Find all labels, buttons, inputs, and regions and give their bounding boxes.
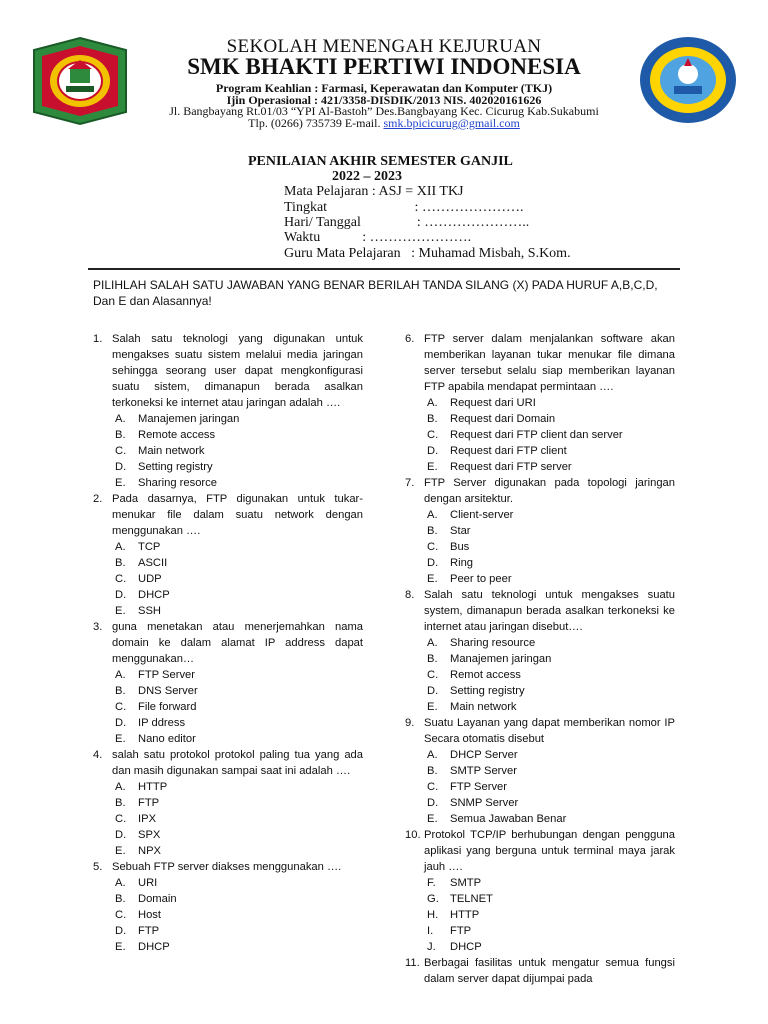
option-text: DHCP (138, 941, 170, 953)
question-item (405, 827, 675, 875)
option-letter: H. (427, 909, 439, 921)
answer-options (405, 875, 675, 955)
option-text: URI (138, 877, 158, 889)
option-text: Manajemen jaringan (450, 653, 552, 665)
option-letter: A. (115, 413, 126, 425)
option-letter: F. (427, 877, 436, 889)
answer-option (93, 411, 363, 427)
option-text: SSH (138, 605, 162, 617)
option-text: Manajemen jaringan (138, 413, 240, 425)
answer-option (405, 555, 675, 571)
question-number: 4. (93, 749, 103, 761)
school-logo (636, 34, 740, 126)
question-text: Sebuah FTP server diakses menggunakan …. (112, 861, 342, 873)
option-text: HTTP (138, 781, 168, 793)
option-text: Domain (138, 893, 177, 905)
answer-option (405, 747, 675, 763)
school-address: Jl. Bangbayang Rt.01/03 “YPI Al-Bastoh” Des.Bangbayang Kec. Cicurug Kab.Sukabumi (169, 104, 599, 118)
answer-options (93, 875, 363, 955)
question-text: Suatu Layanan yang dapat memberikan nomor IP Secara otomatis disebut (424, 717, 675, 745)
answer-option (405, 635, 675, 651)
option-letter: D. (115, 461, 127, 473)
answer-option (93, 715, 363, 731)
answer-option (93, 667, 363, 683)
time-field: Waktu : …………………. (284, 230, 472, 245)
answer-option (93, 907, 363, 923)
question-text: FTP server dalam menjalankan software akan memberikan layanan tukar menukar file dimana server tersebut selalu siap memberikan layanan FTP apabila mendapat permintaan …. (424, 333, 675, 393)
option-letter: B. (427, 525, 438, 537)
option-text: IPX (138, 813, 157, 825)
questions-left-column (93, 331, 363, 955)
questions-right-column (405, 331, 675, 987)
question-item (93, 619, 363, 667)
school-name-heading: SMK BHAKTI PERTIWI INDONESIA (187, 54, 581, 79)
option-text: FTP (450, 925, 472, 937)
option-text: Sharing resorce (138, 477, 217, 489)
answer-option (405, 395, 675, 411)
answer-option (93, 475, 363, 491)
option-text: Nano editor (138, 733, 196, 745)
answer-option (405, 923, 675, 939)
option-text: Setting registry (138, 461, 213, 473)
subject-field: Mata Pelajaran : ASJ = XII TKJ (284, 184, 464, 199)
option-letter: I. (427, 925, 434, 937)
option-letter: D. (115, 589, 127, 601)
option-text: Remote access (138, 429, 216, 441)
exam-title: PENILAIAN AKHIR SEMESTER GANJIL (248, 154, 513, 169)
option-text: FTP (138, 925, 160, 937)
option-letter: D. (427, 685, 439, 697)
answer-option (93, 779, 363, 795)
answer-option (93, 827, 363, 843)
option-text: ASCII (138, 557, 168, 569)
answer-option (93, 555, 363, 571)
grade-field: Tingkat : …………………. (284, 200, 524, 215)
option-text: Request dari FTP client (450, 445, 567, 457)
option-letter: A. (427, 509, 438, 521)
answer-option (93, 459, 363, 475)
option-text: FTP (138, 797, 160, 809)
option-letter: J. (427, 941, 436, 953)
option-letter: E. (115, 733, 126, 745)
answer-options (93, 539, 363, 619)
question-item (405, 955, 675, 987)
option-letter: C. (427, 669, 439, 681)
answer-option (93, 683, 363, 699)
answer-option (405, 507, 675, 523)
answer-option (405, 811, 675, 827)
header-divider (88, 268, 680, 270)
option-text: Request dari FTP server (450, 461, 572, 473)
answer-options (93, 779, 363, 859)
option-letter: A. (115, 669, 126, 681)
answer-option (405, 763, 675, 779)
question-number: 5. (93, 861, 103, 873)
option-text: Request dari FTP client dan server (450, 429, 623, 441)
option-letter: A. (427, 397, 438, 409)
answer-options (405, 507, 675, 587)
question-item (93, 859, 363, 875)
option-letter: E. (115, 605, 126, 617)
option-text: DNS Server (138, 685, 198, 697)
option-letter: A. (427, 749, 438, 761)
option-text: DHCP (138, 589, 170, 601)
option-text: SMTP (450, 877, 482, 889)
email-link[interactable]: smk.bpicicurug@gmail.com (383, 116, 520, 130)
option-letter: A. (427, 637, 438, 649)
option-text: Host (138, 909, 162, 921)
option-text: Remot access (450, 669, 521, 681)
answer-options (405, 395, 675, 475)
option-letter: E. (115, 477, 126, 489)
option-text: Main network (450, 701, 517, 713)
question-number: 8. (405, 589, 415, 601)
option-text: Setting registry (450, 685, 525, 697)
answer-option (405, 795, 675, 811)
answer-option (93, 891, 363, 907)
option-text: Main network (138, 445, 205, 457)
answer-option (405, 651, 675, 667)
answer-options (405, 747, 675, 827)
phone-text: Tlp. (0266) 735739 E-mail. (248, 116, 384, 130)
answer-option (405, 443, 675, 459)
option-text: Sharing resource (450, 637, 536, 649)
option-letter: C. (115, 701, 127, 713)
option-letter: D. (115, 717, 127, 729)
option-text: Star (450, 525, 471, 537)
option-letter: C. (427, 541, 439, 553)
instruction-text: PILIHLAH SALAH SATU JAWABAN YANG BENAR BERILAH TANDA SILANG (X) PADA HURUF A,B,C,D, Dan E dan Alasannya! (93, 278, 658, 308)
option-letter: B. (427, 765, 438, 777)
option-text: FTP Server (138, 669, 195, 681)
option-text: Peer to peer (450, 573, 512, 585)
option-letter: C. (115, 573, 127, 585)
answer-option (93, 539, 363, 555)
question-text: guna menetakan atau menerjemahkan nama domain ke dalam alamat IP address dapat menggunakan… (112, 621, 363, 665)
question-item (405, 475, 675, 507)
answer-option (405, 699, 675, 715)
option-letter: C. (115, 445, 127, 457)
answer-option (93, 731, 363, 747)
answer-option (93, 939, 363, 955)
option-letter: B. (115, 797, 126, 809)
study-programs: Program Keahlian : Farmasi, Keperawatan dan Komputer (TKJ) (215, 81, 553, 95)
option-text: SNMP Server (450, 797, 519, 809)
question-item (405, 715, 675, 747)
question-text: salah satu protokol protokol paling tua yang ada dan masih digunakan sampai saat ini adalah …. (112, 749, 363, 777)
question-number: 2. (93, 493, 103, 505)
answer-option (93, 571, 363, 587)
answer-option (93, 843, 363, 859)
option-letter: B. (115, 557, 126, 569)
option-text: UDP (138, 573, 162, 585)
answer-options (405, 635, 675, 715)
answer-option (405, 907, 675, 923)
option-letter: B. (427, 413, 438, 425)
question-number: 9. (405, 717, 415, 729)
option-letter: B. (427, 653, 438, 665)
option-text: TELNET (450, 893, 493, 905)
option-letter: G. (427, 893, 439, 905)
option-letter: D. (115, 829, 127, 841)
option-text: SPX (138, 829, 161, 841)
option-letter: B. (115, 685, 126, 697)
answer-option (93, 427, 363, 443)
option-letter: C. (427, 429, 439, 441)
answer-option (93, 699, 363, 715)
option-text: DHCP Server (450, 749, 518, 761)
option-text: SMTP Server (450, 765, 517, 777)
question-text: Salah satu teknologi untuk mengakses suatu system, dimanapun berada asalkan terkoneksi ke internet atau jaringan disebut…. (424, 589, 675, 633)
option-text: Client-server (450, 509, 514, 521)
answer-option (405, 571, 675, 587)
option-letter: D. (115, 925, 127, 937)
answer-option (405, 891, 675, 907)
option-letter: E. (115, 941, 126, 953)
option-text: FTP Server (450, 781, 507, 793)
option-letter: B. (115, 429, 126, 441)
option-text: Request dari URI (450, 397, 536, 409)
question-number: 10. (405, 829, 421, 841)
question-number: 11. (405, 957, 420, 969)
question-text: Pada dasarnya, FTP digunakan untuk tukar-menukar file dalam suatu network dengan menggunakan …. (112, 493, 363, 537)
answer-option (93, 443, 363, 459)
option-text: Semua Jawaban Benar (450, 813, 567, 825)
option-text: Request dari Domain (450, 413, 556, 425)
option-letter: B. (115, 893, 126, 905)
option-letter: A. (115, 877, 126, 889)
option-letter: E. (427, 701, 438, 713)
option-letter: A. (115, 781, 126, 793)
answer-option (405, 683, 675, 699)
option-letter: D. (427, 557, 439, 569)
answer-option (93, 811, 363, 827)
question-item (93, 491, 363, 539)
question-number: 1. (93, 333, 103, 345)
answer-option (405, 779, 675, 795)
operating-license: Ijin Operasional : 421/3358-DISDIK/2013 NIS. 402020161626 (226, 93, 542, 107)
answer-options (93, 411, 363, 491)
answer-option (405, 427, 675, 443)
answer-option (405, 875, 675, 891)
answer-option (93, 875, 363, 891)
teacher-field: Guru Mata Pelajaran : Muhamad Misbah, S.Kom. (284, 246, 571, 261)
question-text: Protokol TCP/IP berhubungan dengan pengguna aplikasi yang berguna untuk terminal maya jarak jauh …. (424, 829, 675, 873)
question-item (405, 331, 675, 395)
answer-option (405, 411, 675, 427)
question-item (93, 747, 363, 779)
question-item (93, 331, 363, 411)
question-item (405, 587, 675, 635)
option-letter: D. (427, 445, 439, 457)
answer-option (93, 795, 363, 811)
option-letter: E. (115, 845, 126, 857)
school-type-heading: SEKOLAH MENENGAH KEJURUAN (226, 36, 542, 57)
answer-options (93, 667, 363, 747)
option-letter: C. (427, 781, 439, 793)
option-text: File forward (138, 701, 197, 713)
option-text: Bus (450, 541, 470, 553)
option-letter: E. (427, 573, 438, 585)
answer-option (405, 523, 675, 539)
answer-option (93, 603, 363, 619)
option-text: Ring (450, 557, 474, 569)
answer-option (93, 923, 363, 939)
option-letter: D. (427, 797, 439, 809)
answer-option (405, 539, 675, 555)
question-number: 3. (93, 621, 103, 633)
question-number: 6. (405, 333, 415, 345)
answer-option (405, 667, 675, 683)
option-text: TCP (138, 541, 161, 553)
option-text: DHCP (450, 941, 482, 953)
date-field: Hari/ Tanggal : ………………….. (284, 215, 530, 230)
question-text: Salah satu teknologi yang digunakan untuk mengakses suatu sistem melalui media jaringan sehingga seorang user dapat mengkonfigurasi suatu sistem, dimanapun berada asalkan terkoneksi ke internet atau jaringan adalah …. (112, 333, 363, 409)
option-letter: C. (115, 909, 127, 921)
answer-option (93, 587, 363, 603)
question-number: 7. (405, 477, 415, 489)
question-text: Berbagai fasilitas untuk mengatur semua fungsi dalam server dapat dijumpai pada (424, 957, 675, 985)
exam-year: 2022 – 2023 (332, 169, 402, 184)
answer-option (405, 939, 675, 955)
option-text: NPX (138, 845, 162, 857)
option-letter: E. (427, 461, 438, 473)
answer-option (405, 459, 675, 475)
option-letter: A. (115, 541, 126, 553)
option-text: IP ddress (138, 717, 186, 729)
option-text: HTTP (450, 909, 480, 921)
question-text: FTP Server digunakan pada topologi jaringan dengan arsitektur. (424, 477, 675, 505)
option-letter: C. (115, 813, 127, 825)
option-letter: E. (427, 813, 438, 825)
